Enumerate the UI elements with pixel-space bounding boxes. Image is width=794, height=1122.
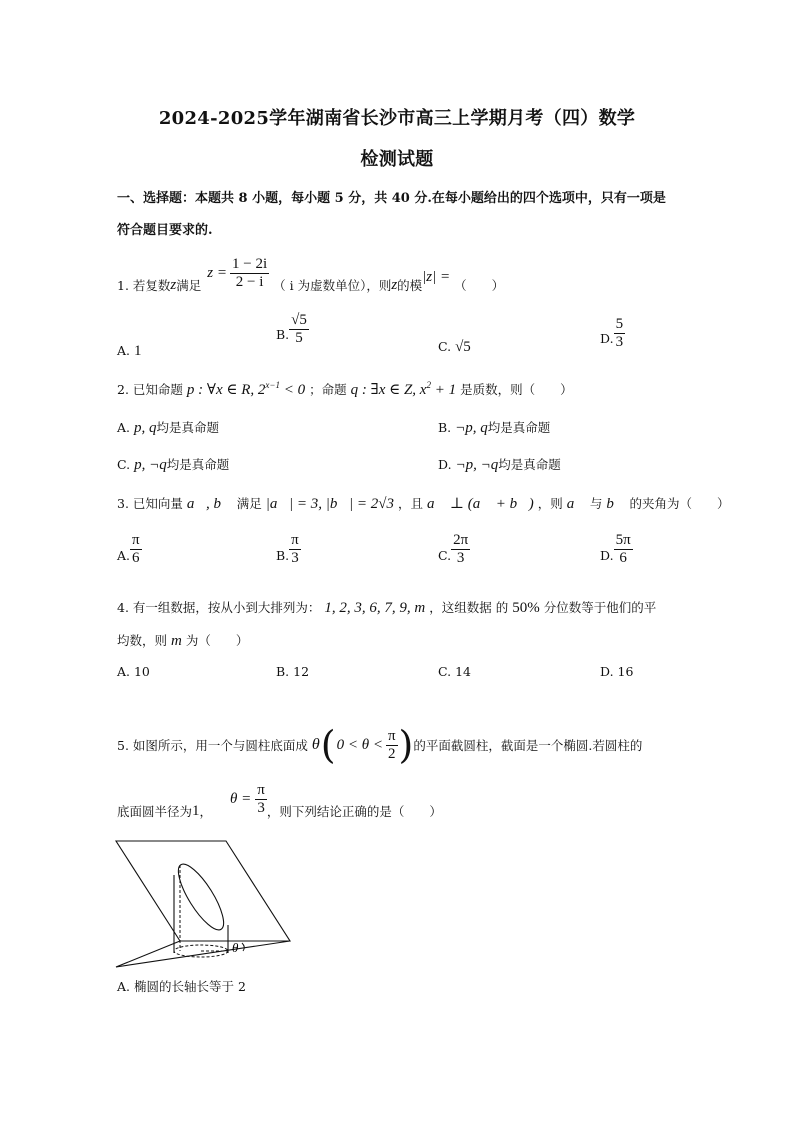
cutting-plane: [116, 841, 290, 941]
question-4: 4. 有一组数据，按从小到大排列为： 1, 2, 3, 6, 7, 9, m ，这组数据 的 50% 分位数等于他们的平: [117, 600, 657, 616]
cylinder-plane-figure: [110, 835, 310, 975]
q5-option-a[interactable]: A. 椭圆的长轴长等于 2: [117, 979, 246, 994]
q1-option-c[interactable]: C. √5: [438, 339, 471, 355]
q2-option-a[interactable]: A. p, q均是真命题: [117, 420, 219, 436]
q5-theta-range: θ ( 0 < θ < $\frac{\pi}{2}$ ): [311, 723, 414, 767]
q5-theta-value: θ = $\frac{\pi}{3}$: [230, 782, 265, 816]
section-header-line2: 符合题目要求的.: [117, 223, 213, 238]
q1-option-a[interactable]: A. 1: [117, 343, 142, 359]
theta-label: θ: [232, 940, 239, 955]
question-5-line2: 底面圆半径为 1 ， θ = $\frac{\pi}{3}$ ，则下列结论正确的是（ ）: [117, 782, 442, 819]
q1-option-b[interactable]: B. $\frac{√5}{5}$: [276, 312, 307, 346]
question-4-line2: 均数，则 m 为（ ）: [117, 633, 249, 649]
q4-option-a[interactable]: A. 10: [117, 664, 150, 679]
exam-title-line2: 检测试题: [360, 149, 434, 170]
q3-option-c[interactable]: C. $\frac{2\pi}{3}$: [438, 532, 469, 566]
question-1: 1. 若复数 z 满足 z = $\frac{1 - 2i}{2 - i}$ （ i 为虚数单位），则 z 的模 |z| = （ ）: [117, 256, 505, 293]
base-plane-edge-2: [116, 941, 180, 967]
angle-arc: [242, 943, 244, 951]
question-2: 2. 已知命题 p : ∀x ∈ R, $2^{x-1} < 0$ ；命题 q : ∃x ∈ Z, $x^2 + 1$ 是质数，则（ ）: [117, 380, 573, 398]
q2-option-c[interactable]: C. p, ¬q均是真命题: [117, 457, 230, 473]
question-3: 3. 已知向量 a⃗, b⃗ 满足 |a⃗| = 3, |b⃗| = 2√3 ，且 a⃗ ⊥ (a⃗ + b⃗) ，则 a⃗ 与 b⃗ 的夹角为（ ）: [117, 496, 730, 512]
q4-option-d[interactable]: D. 16: [600, 664, 634, 679]
q4-option-b[interactable]: B. 12: [276, 664, 310, 679]
q1-option-d[interactable]: D. $\frac{5}{3}$: [600, 316, 624, 350]
q1-fraction: $\frac{1 - 2i}{2 - i}$: [231, 256, 268, 290]
q4-option-c[interactable]: C. 14: [438, 664, 471, 679]
q3-option-b[interactable]: B. $\frac{\pi}{3}$: [276, 532, 299, 566]
q2-option-d[interactable]: D. ¬p, ¬q均是真命题: [438, 457, 561, 473]
q3-option-d[interactable]: D. $\frac{5\pi}{6}$: [600, 532, 631, 566]
question-5: 5. 如图所示，用一个与圆柱底面成 θ ( 0 < θ < $\frac{\pi}{2}$ ) 的平面截圆柱，截面是一个椭圆.若圆柱的: [117, 723, 643, 767]
exam-title: 2024-2025学年湖南省长沙市高三上学期月考（四）数学: [158, 108, 636, 129]
section-header: 一、选择题：本题共 8 小题，每小题 5 分，共 40 分.在每小题给出的四个选项中，只有一项是: [117, 191, 666, 206]
q2-option-b[interactable]: B. ¬p, q均是真命题: [438, 420, 551, 436]
q3-option-a[interactable]: A. $\frac{\pi}{6}$: [117, 532, 140, 566]
